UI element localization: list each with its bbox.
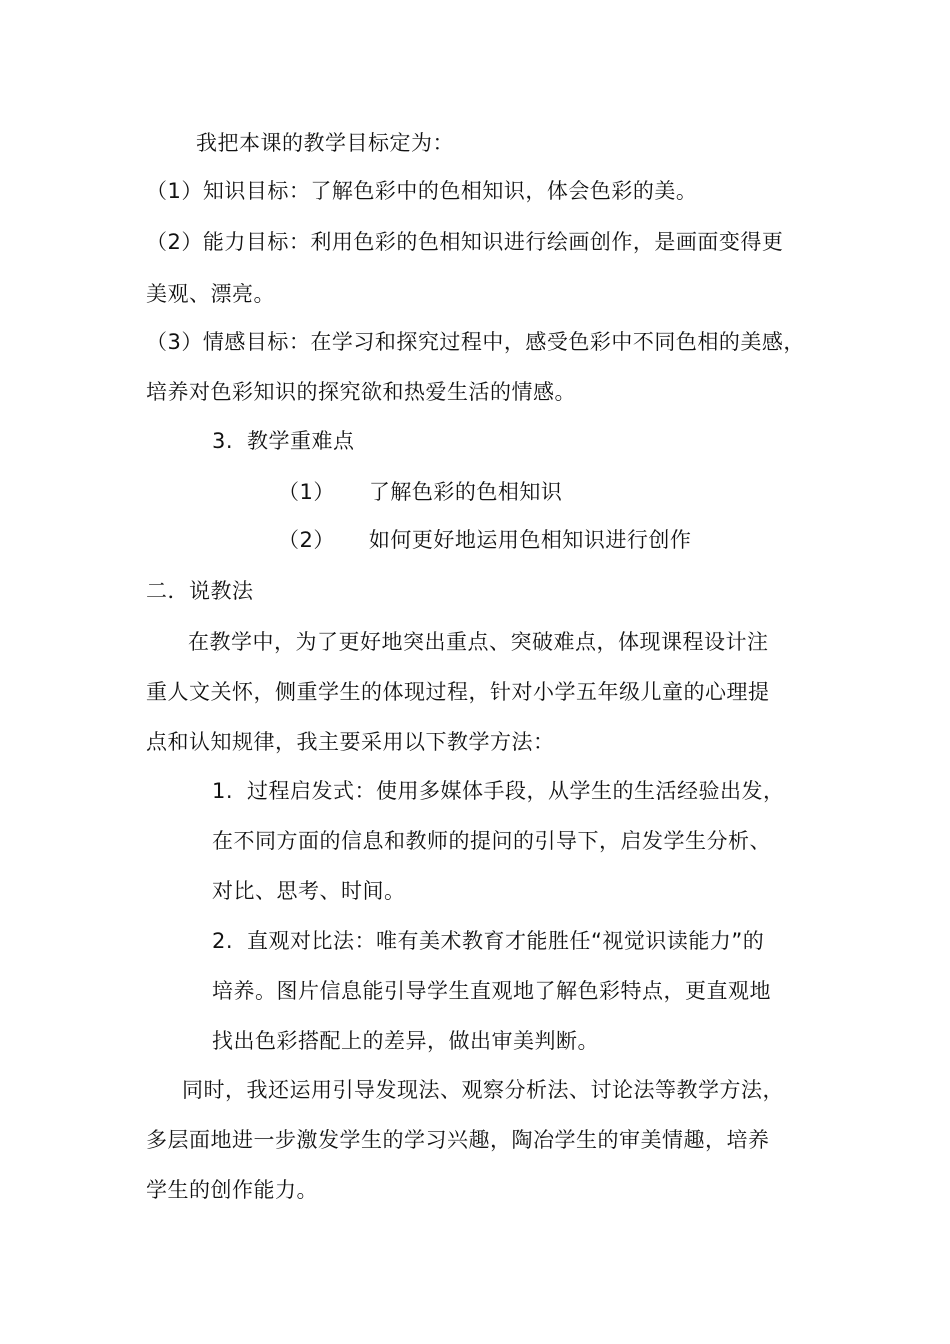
section-2-heading: 二．说教法 [146,579,254,603]
goal-1 [146,177,697,205]
key-point-2 [278,526,691,554]
closing-line-2: 多层面地进一步激发学生的学习兴趣，陶冶学生的审美情趣，培养 [146,1128,770,1152]
goal-3-label: （3） [146,330,203,354]
method-1-number: 1. [212,779,234,803]
key-point-2-text: 如何更好地运用色相知识进行创作 [368,528,692,552]
key-points-heading [212,427,355,455]
key-points-title: 教学重难点 [247,429,355,453]
method-para-line-1: 在教学中，为了更好地突出重点、突破难点，体现课程设计注 [188,630,769,654]
key-point-1-label: （1） [278,480,335,504]
goal-2-line-1: 能力目标：利用色彩的色相知识进行绘画创作，是画面变得更 [202,230,784,254]
method-1-line-2: 在不同方面的信息和教师的提问的引导下，启发学生分析、 [212,829,771,853]
key-point-1 [278,478,562,506]
closing-line-3: 学生的创作能力。 [146,1178,318,1202]
goal-2-label: （2） [146,230,203,254]
method-para-line-2: 重人文关怀，侧重学生的体现过程，针对小学五年级儿童的心理提 [146,680,770,704]
goal-3 [146,328,805,356]
key-points-number: 3. [212,429,234,453]
method-1-line-1: 过程启发式：使用多媒体手段，从学生的生活经验出发， [247,779,785,803]
goal-2 [146,228,783,256]
key-point-2-label: （2） [278,528,335,552]
goal-2-line-2: 美观、漂亮。 [146,282,275,306]
method-2-line-2: 培养。图片信息能引导学生直观地了解色彩特点，更直观地 [212,979,771,1003]
goal-1-line-1: 知识目标：了解色彩中的色相知识，体会色彩的美。 [202,179,698,203]
goal-1-label: （1） [146,179,203,203]
method-2 [212,927,764,955]
intro-text: 我把本课的教学目标定为： [196,131,454,155]
key-point-1-text: 了解色彩的色相知识 [368,480,563,504]
goal-3-line-2: 培养对色彩知识的探究欲和热爱生活的情感。 [146,380,576,404]
goal-3-line-1: 情感目标：在学习和探究过程中，感受色彩中不同色相的美感， [202,330,805,354]
method-1 [212,777,785,805]
method-2-line-3: 找出色彩搭配上的差异，做出审美判断。 [212,1029,599,1053]
closing-line-1: 同时，我还运用引导发现法、观察分析法、讨论法等教学方法， [182,1078,784,1102]
method-2-number: 2. [212,929,234,953]
method-1-line-3: 对比、思考、时间。 [212,879,406,903]
method-para-line-3: 点和认知规律，我主要采用以下教学方法： [146,730,555,754]
method-2-line-1: 直观对比法：唯有美术教育才能胜任“视觉识读能力”的 [247,929,765,953]
